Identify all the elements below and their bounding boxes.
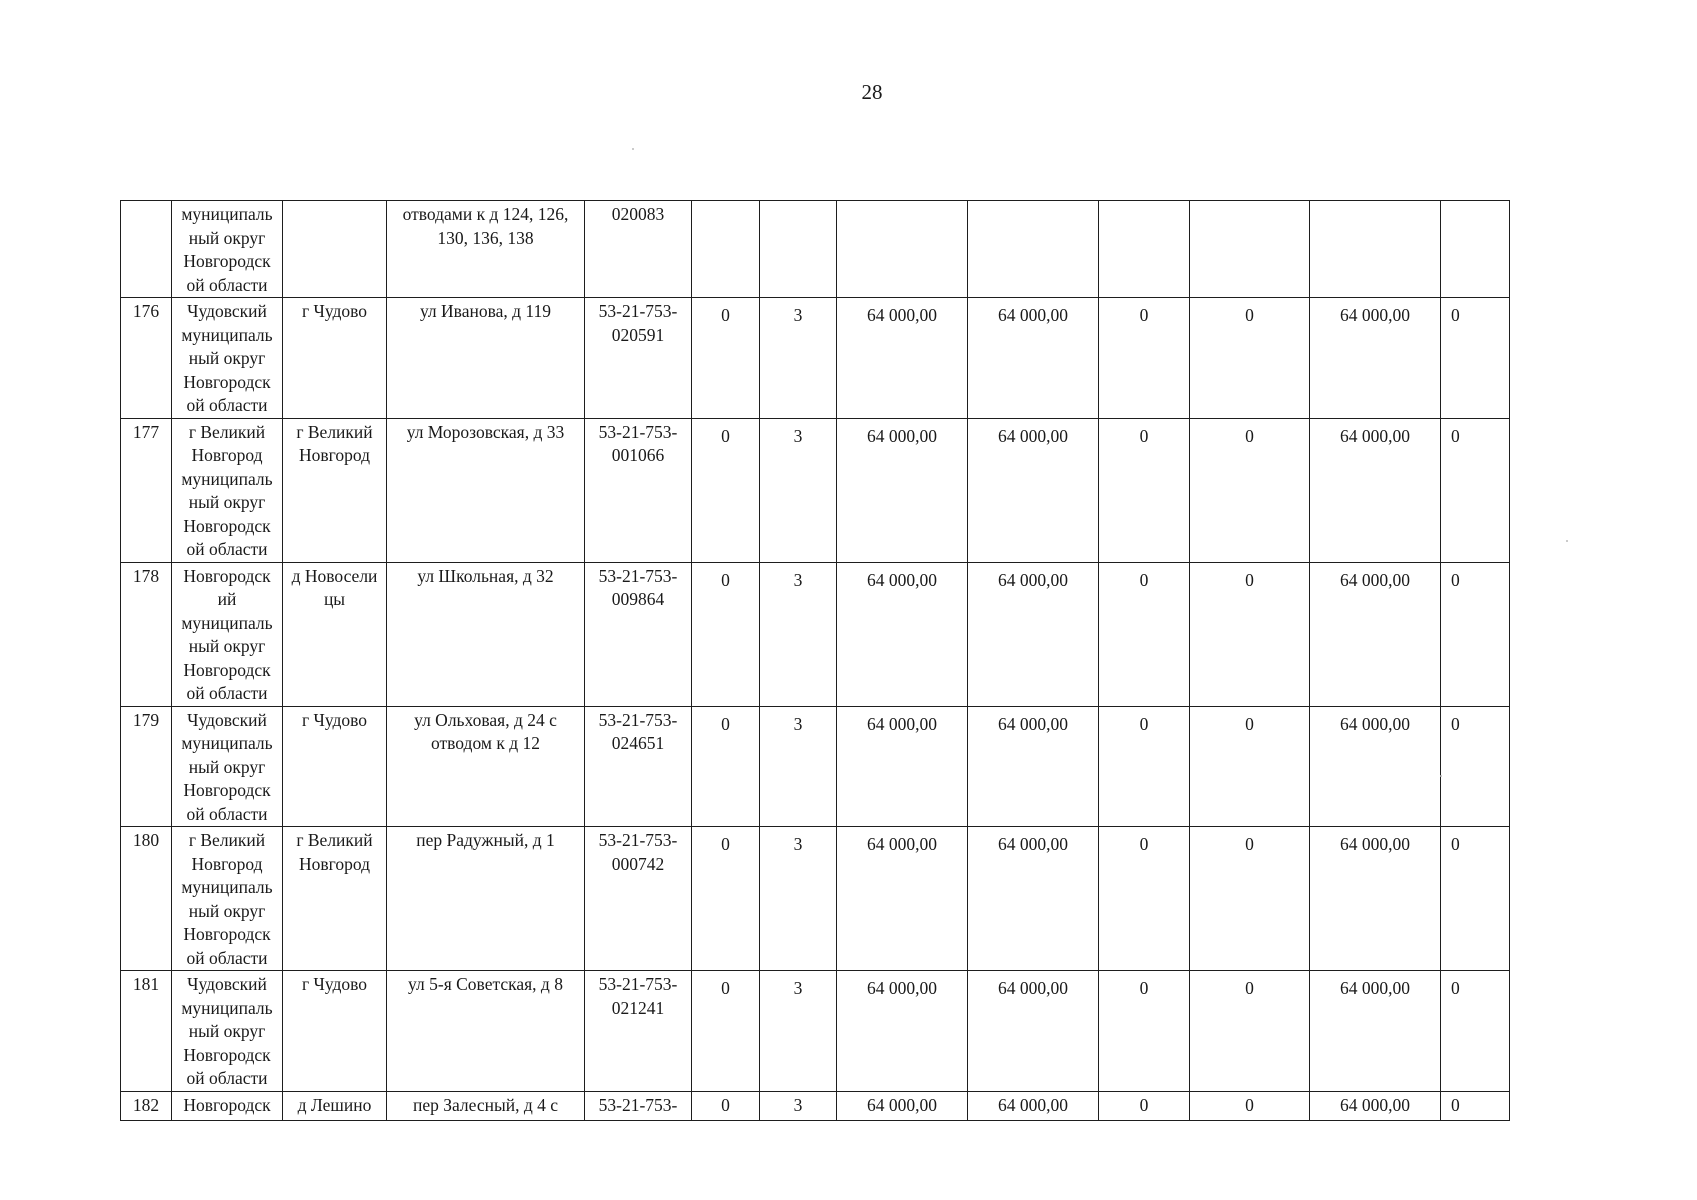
- cell-value: 0: [1441, 971, 1510, 1092]
- cell-municipal-district: Новгородск: [172, 1091, 283, 1120]
- cell-value: [760, 201, 837, 298]
- cell-cadastral-code: 53-21-753-020591: [585, 298, 692, 419]
- cell-municipal-district: Чудовский муниципаль ный округ Новгородск ой области: [172, 298, 283, 419]
- cell-cadastral-code: 53-21-753-024651: [585, 706, 692, 827]
- cell-value: 0: [1441, 562, 1510, 706]
- cell-row-number: [121, 201, 172, 298]
- cell-amount: 64 000,00: [968, 562, 1099, 706]
- scan-speck: [1566, 540, 1568, 542]
- cell-value: 3: [760, 298, 837, 419]
- cell-value: 3: [760, 562, 837, 706]
- cell-locality: г Чудово: [283, 298, 387, 419]
- cell-amount: 64 000,00: [837, 298, 968, 419]
- cell-amount: 64 000,00: [1310, 298, 1441, 419]
- cell-value: 0: [1099, 298, 1190, 419]
- cell-amount: 64 000,00: [1310, 971, 1441, 1092]
- cell-value: 0: [1441, 1091, 1510, 1120]
- cell-amount: [1310, 201, 1441, 298]
- cell-amount: 64 000,00: [837, 971, 968, 1092]
- cell-value: [1099, 201, 1190, 298]
- cell-address: ул Школьная, д 32: [387, 562, 585, 706]
- cell-amount: 64 000,00: [837, 418, 968, 562]
- table-row: [121, 298, 1510, 419]
- cell-value: 0: [1099, 562, 1190, 706]
- cell-row-number: 176: [121, 298, 172, 419]
- cell-amount: 64 000,00: [1310, 827, 1441, 971]
- table-row: [121, 562, 1510, 706]
- cell-amount: 64 000,00: [837, 562, 968, 706]
- cell-value: 0: [1099, 1091, 1190, 1120]
- table-row: [121, 418, 1510, 562]
- cell-cadastral-code: 53-21-753-021241: [585, 971, 692, 1092]
- cell-value: 0: [1190, 971, 1310, 1092]
- cell-value: 0: [1099, 706, 1190, 827]
- cell-value: 0: [1190, 1091, 1310, 1120]
- scan-speck: [632, 148, 634, 150]
- page-number: 28: [861, 80, 883, 104]
- cell-value: 0: [1190, 706, 1310, 827]
- table-row: [121, 706, 1510, 827]
- cell-value: 0: [1441, 298, 1510, 419]
- cell-address: пер Залесный, д 4 с: [387, 1091, 585, 1120]
- cell-address: пер Радужный, д 1: [387, 827, 585, 971]
- table-row: [121, 201, 1510, 298]
- cell-amount: 64 000,00: [837, 706, 968, 827]
- table-row: [121, 1091, 1510, 1120]
- cell-municipal-district: г Великий Новгород муниципаль ный округ Новгородск ой области: [172, 827, 283, 971]
- cell-amount: 64 000,00: [968, 298, 1099, 419]
- cell-value: 3: [760, 706, 837, 827]
- cell-value: [692, 201, 760, 298]
- cell-amount: 64 000,00: [1310, 418, 1441, 562]
- cell-value: 0: [1441, 418, 1510, 562]
- cell-cadastral-code: 020083: [585, 201, 692, 298]
- cell-address: ул Морозовская, д 33: [387, 418, 585, 562]
- cell-amount: [968, 201, 1099, 298]
- cell-value: 0: [692, 971, 760, 1092]
- cell-amount: 64 000,00: [968, 706, 1099, 827]
- cell-amount: 64 000,00: [837, 1091, 968, 1120]
- cell-municipal-district: муниципаль ный округ Новгородск ой области: [172, 201, 283, 298]
- cell-locality: г Чудово: [283, 971, 387, 1092]
- cell-amount: 64 000,00: [1310, 706, 1441, 827]
- cell-value: 0: [1190, 827, 1310, 971]
- cell-cadastral-code: 53-21-753-: [585, 1091, 692, 1120]
- cell-row-number: 179: [121, 706, 172, 827]
- cell-row-number: 178: [121, 562, 172, 706]
- cell-municipal-district: Новгородск ий муниципаль ный округ Новгородск ой области: [172, 562, 283, 706]
- cell-amount: 64 000,00: [837, 827, 968, 971]
- cell-value: 0: [692, 827, 760, 971]
- cell-value: 0: [1441, 827, 1510, 971]
- cell-value: 0: [1190, 298, 1310, 419]
- cell-amount: 64 000,00: [968, 418, 1099, 562]
- cell-amount: 64 000,00: [968, 1091, 1099, 1120]
- table-row: [121, 971, 1510, 1092]
- cell-amount: 64 000,00: [1310, 562, 1441, 706]
- cell-cadastral-code: 53-21-753-000742: [585, 827, 692, 971]
- scan-speck: [1440, 775, 1442, 777]
- cell-row-number: 177: [121, 418, 172, 562]
- cell-value: 3: [760, 1091, 837, 1120]
- cell-row-number: 182: [121, 1091, 172, 1120]
- cell-locality: г Чудово: [283, 706, 387, 827]
- cell-value: 0: [692, 298, 760, 419]
- cell-value: 3: [760, 418, 837, 562]
- cell-cadastral-code: 53-21-753-009864: [585, 562, 692, 706]
- cell-value: 0: [692, 418, 760, 562]
- data-table: [120, 200, 1510, 1121]
- cell-value: 0: [692, 562, 760, 706]
- cell-address: ул Иванова, д 119: [387, 298, 585, 419]
- cell-municipal-district: Чудовский муниципаль ный округ Новгородск ой области: [172, 971, 283, 1092]
- cell-value: 3: [760, 827, 837, 971]
- cell-value: [1190, 201, 1310, 298]
- cell-row-number: 180: [121, 827, 172, 971]
- cell-municipal-district: г Великий Новгород муниципаль ный округ Новгородск ой области: [172, 418, 283, 562]
- cell-value: 0: [1099, 971, 1190, 1092]
- cell-municipal-district: Чудовский муниципаль ный округ Новгородск ой области: [172, 706, 283, 827]
- cell-amount: [837, 201, 968, 298]
- cell-locality: [283, 201, 387, 298]
- cell-value: 0: [1441, 706, 1510, 827]
- cell-value: 0: [1190, 418, 1310, 562]
- cell-locality: д Новосели цы: [283, 562, 387, 706]
- cell-cadastral-code: 53-21-753-001066: [585, 418, 692, 562]
- table-row: [121, 827, 1510, 971]
- cell-locality: д Лешино: [283, 1091, 387, 1120]
- cell-value: 0: [692, 706, 760, 827]
- cell-amount: 64 000,00: [968, 827, 1099, 971]
- cell-locality: г Великий Новгород: [283, 418, 387, 562]
- cell-address: ул 5-я Советская, д 8: [387, 971, 585, 1092]
- cell-value: [1441, 201, 1510, 298]
- cell-value: 0: [1099, 827, 1190, 971]
- cell-locality: г Великий Новгород: [283, 827, 387, 971]
- cell-amount: 64 000,00: [1310, 1091, 1441, 1120]
- cell-amount: 64 000,00: [968, 971, 1099, 1092]
- cell-address: отводами к д 124, 126, 130, 136, 138: [387, 201, 585, 298]
- cell-value: 0: [1190, 562, 1310, 706]
- cell-value: 0: [692, 1091, 760, 1120]
- cell-value: 0: [1099, 418, 1190, 562]
- cell-row-number: 181: [121, 971, 172, 1092]
- cell-address: ул Ольховая, д 24 с отводом к д 12: [387, 706, 585, 827]
- cell-value: 3: [760, 971, 837, 1092]
